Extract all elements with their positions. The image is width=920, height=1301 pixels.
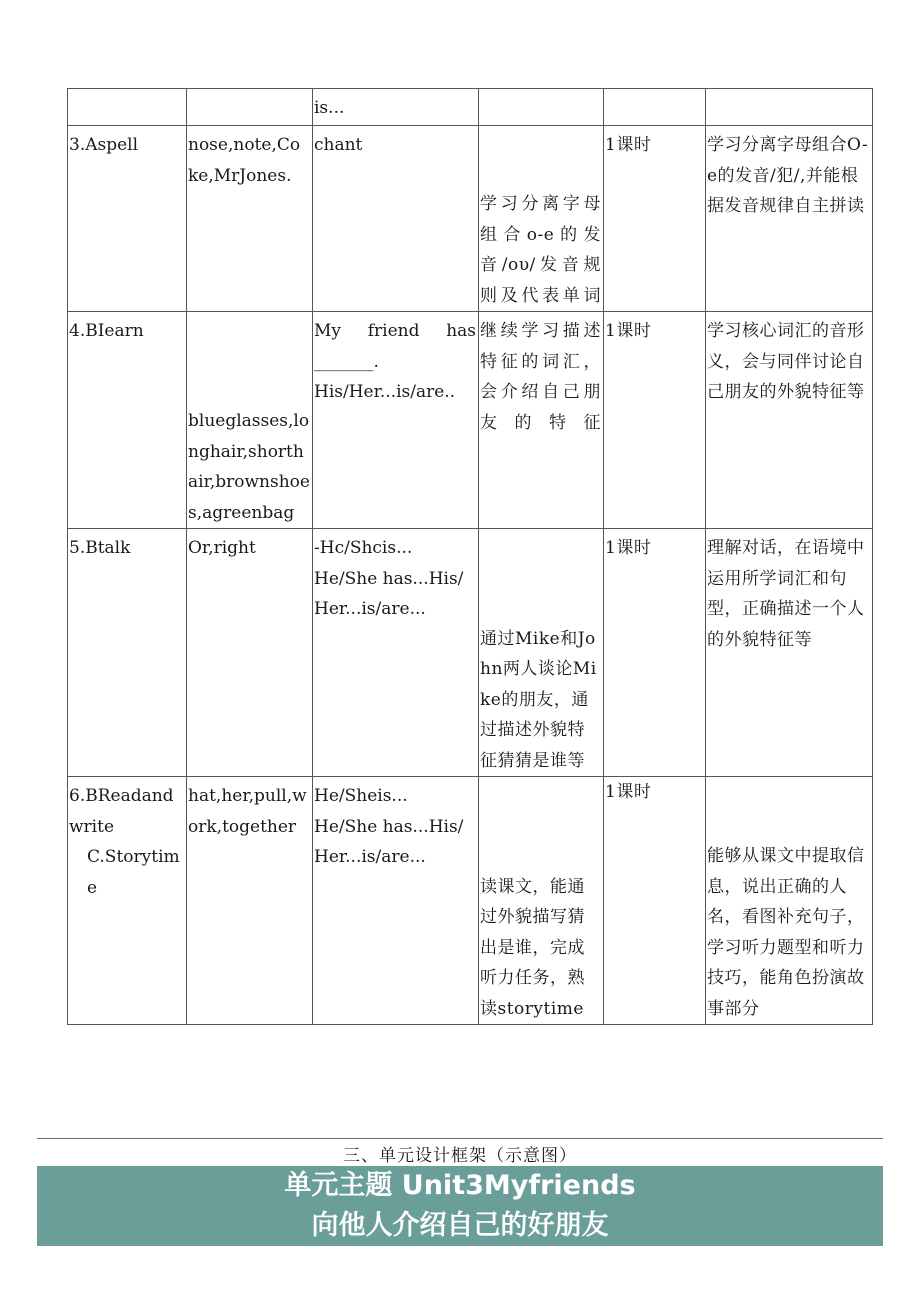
vocabulary-cell: nose,note,Coke,MrJones.	[187, 126, 313, 312]
table-row	[68, 529, 873, 777]
section-title: 三、单元设计框架（示意图）	[343, 1146, 577, 1166]
period-cell: 1课时	[604, 312, 706, 529]
period-cell: 1课时	[604, 126, 706, 312]
content-cell: 学习分离字母组合o-e的发音/ου/发音规则及代表单词	[479, 126, 604, 312]
table-row	[68, 89, 873, 126]
vocabulary-cell: blueglasses,longhair,shorthair,brownshoes,agreenbag	[187, 312, 313, 529]
table-row	[68, 126, 873, 312]
lesson-cell	[68, 89, 187, 126]
objective-cell: 学习分离字母组合O-e的发音/犯/,并能根据发音规律自主拼读	[706, 126, 873, 312]
sentence-cell: My friend has _______. His/Her...is/are..	[313, 312, 479, 529]
objective-cell	[706, 89, 873, 126]
sentence-cell: He/Sheis... He/She has...His/Her...is/are...	[313, 777, 479, 1025]
lesson-name: 6.BReadandwrite	[69, 786, 174, 837]
content-cell: 读课文，能通过外貌描写猜出是谁，完成听力任务，熟读storytime	[479, 777, 604, 1025]
content-cell	[479, 89, 604, 126]
lesson-cell: 3.Aspell	[68, 126, 187, 312]
section-divider	[37, 1138, 883, 1139]
unit-subtitle-banner: 向他人介绍自己的好朋友	[37, 1206, 883, 1246]
lesson-name-2: C.Storytime	[87, 847, 180, 898]
lesson-plan-table	[67, 88, 873, 1025]
lesson-cell: 4.BIearn	[68, 312, 187, 529]
objective-cell: 学习核心词汇的音形义，会与同伴讨论自己朋友的外貌特征等	[706, 312, 873, 529]
sentence-cell: is...	[313, 89, 479, 126]
period-cell: 1课时	[604, 529, 706, 777]
table-row	[68, 312, 873, 529]
vocabulary-cell	[187, 89, 313, 126]
unit-theme-banner: 单元主题 Unit3Myfriends	[37, 1166, 883, 1206]
objective-cell: 能够从课文中提取信息，说出正确的人名，看图补充句子，学习听力题型和听力技巧，能角色扮演故事部分	[706, 777, 873, 1025]
objective-cell: 理解对话，在语境中运用所学词汇和句型，正确描述一个人的外貌特征等	[706, 529, 873, 777]
vocabulary-cell: Or,right	[187, 529, 313, 777]
sentence-cell: -Hc/Shcis... He/She has...His/Her...is/are...	[313, 529, 479, 777]
vocabulary-cell: hat,her,pull,work,together	[187, 777, 313, 1025]
period-cell: 1课时	[604, 777, 706, 1025]
lesson-cell: 5.Btalk	[68, 529, 187, 777]
sentence-cell: chant	[313, 126, 479, 312]
period-cell	[604, 89, 706, 126]
content-cell: 继续学习描述特征的词汇，会介绍自己朋友的特征	[479, 312, 604, 529]
content-cell: 通过Mike和John两人谈论Mike的朋友，通过描述外貌特征猜猜是谁等	[479, 529, 604, 777]
table-row	[68, 777, 873, 1025]
lesson-cell	[68, 777, 187, 1025]
